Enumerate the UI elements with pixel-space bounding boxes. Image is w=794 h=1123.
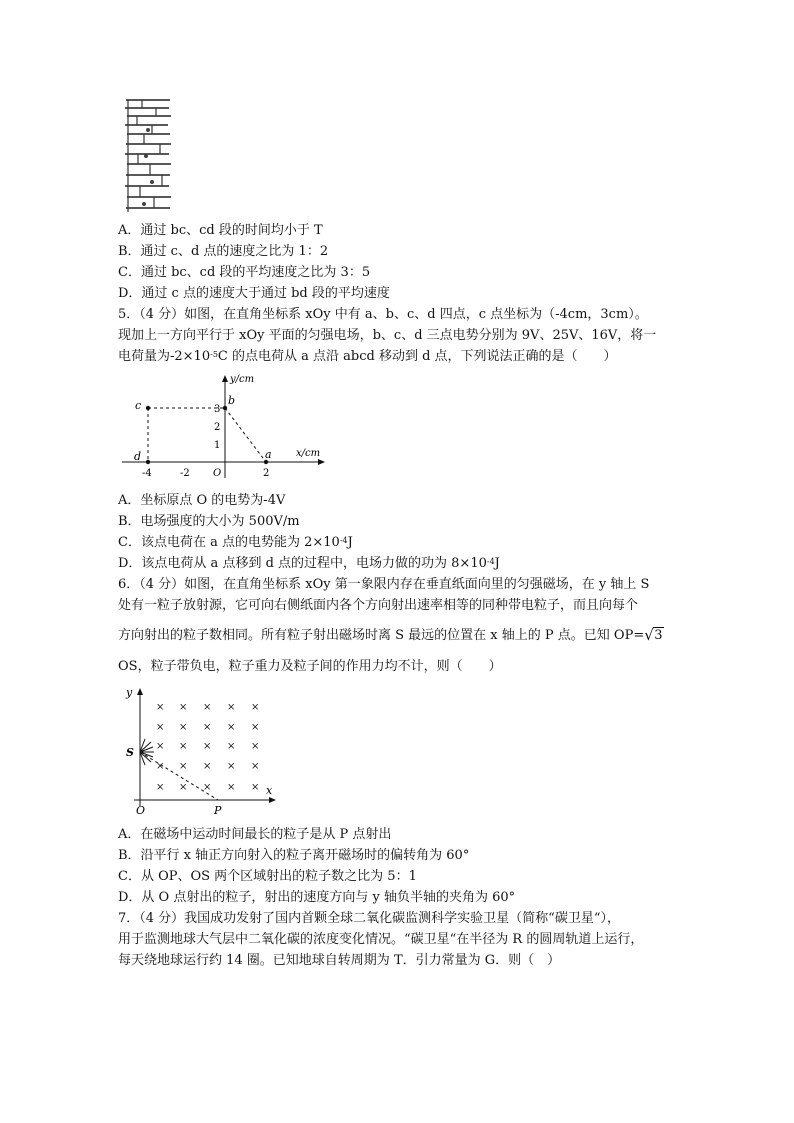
q4-option-d: D．通过 c 点的速度大于通过 bd 段的平均速度 xyxy=(118,286,390,301)
svg-text:×: × xyxy=(179,741,188,752)
q5-dashed-ba xyxy=(225,408,266,462)
svg-text:×: × xyxy=(179,761,188,772)
svg-text:×: × xyxy=(156,722,165,733)
q6-source-rays xyxy=(140,739,154,765)
q5-option-b: B．电场强度的大小为 500V/m xyxy=(118,514,300,529)
svg-text:×: × xyxy=(227,702,236,713)
q5-point-d xyxy=(146,460,150,464)
q5-label-c: c xyxy=(135,399,142,412)
q5-option-d xyxy=(118,555,500,573)
q5-option-c-unit: J xyxy=(347,535,353,550)
q6-option-c: C．从 OP、OS 两个区域射出的粒子数之比为 5：1 xyxy=(118,869,417,884)
svg-text:×: × xyxy=(203,722,212,733)
q5-stem-line3 xyxy=(118,348,617,366)
q5-y-label: y/cm xyxy=(230,374,255,385)
q6-stem-line3 xyxy=(118,627,664,645)
q5-option-d-exponent: -4 xyxy=(486,557,495,566)
q5-point-b xyxy=(223,406,227,410)
q5-option-d-text: D．该点电荷从 a 点移到 d 点的过程中，电场力做的功为 8×10 xyxy=(118,556,487,571)
q5-y-tick-1: 1 xyxy=(214,440,221,451)
q7-stem-line1: 7．（4 分）我国成功发射了国内首颗全球二氧化碳监测科学实验卫星（简称“碳卫星“）， xyxy=(118,911,620,926)
svg-text:×: × xyxy=(203,782,212,793)
svg-text:×: × xyxy=(227,722,236,733)
svg-text:×: × xyxy=(227,782,236,793)
q6-option-b: B．沿平行 x 轴正方向射入的粒子离开磁场时的偏转角为 60° xyxy=(118,848,470,863)
q5-x-tick-neg4: -4 xyxy=(142,468,152,479)
q5-stem-line2: 现加上一方向平行于 xOy 平面的匀强电场，b、c、d 三点电势分别为 9V、25V、16V，将一 xyxy=(118,328,657,343)
q4-option-a: A．通过 bc、cd 段的时间均小于 T xyxy=(118,223,323,238)
q5-option-d-unit: J xyxy=(494,556,500,571)
q6-field-crosses xyxy=(156,702,259,793)
svg-text:×: × xyxy=(251,722,260,733)
q6-option-a: A．在磁场中运动时间最长的粒子是从 P 点射出 xyxy=(118,827,392,842)
svg-text:×: × xyxy=(156,702,165,713)
q5-x-arrow xyxy=(318,459,325,465)
q6-x-label: x xyxy=(266,784,273,797)
q5-stem-line3-b: C 的点电荷从 a 点沿 abcd 移动到 d 点，下列说法正确的是（ ） xyxy=(217,349,617,364)
q5-label-a: a xyxy=(265,448,272,461)
svg-text:×: × xyxy=(179,782,188,793)
q6-option-d: D．从 O 点射出的粒子，射出的速度方向与 y 轴负半轴的夹角为 60° xyxy=(118,890,516,905)
svg-text:×: × xyxy=(203,761,212,772)
q4-option-b: B．通过 c、d 点的速度之比为 1：2 xyxy=(118,244,329,259)
q6-y-arrow xyxy=(137,688,143,695)
q4-option-c: C．通过 bc、cd 段的平均速度之比为 3：5 xyxy=(118,265,371,280)
q5-label-d: d xyxy=(134,450,142,463)
q6-x-arrow xyxy=(269,797,276,803)
q5-stem-exponent: -5 xyxy=(210,350,218,359)
q6-magnetic-field-figure xyxy=(118,684,283,816)
svg-text:×: × xyxy=(251,782,260,793)
q5-x-tick-2: 2 xyxy=(263,468,270,479)
svg-text:×: × xyxy=(227,741,236,752)
svg-text:×: × xyxy=(156,741,165,752)
q5-stem-line1: 5．（4 分）如图，在直角坐标系 xOy 中有 a、b、c、d 四点，c 点坐标为（-4cm，3cm）。 xyxy=(118,307,648,322)
q6-origin-label: O xyxy=(136,804,146,816)
svg-text:×: × xyxy=(179,722,188,733)
q7-stem-line3: 每天绕地球运行约 14 圈。已知地球自转周期为 T．引力常量为 G．则（ ） xyxy=(118,953,561,968)
q6-p-label: P xyxy=(214,804,222,816)
q5-point-c xyxy=(146,406,150,410)
svg-text:×: × xyxy=(251,741,260,752)
q5-y-arrow xyxy=(222,375,228,382)
svg-text:×: × xyxy=(227,761,236,772)
svg-text:×: × xyxy=(251,702,260,713)
svg-text:×: × xyxy=(203,702,212,713)
q5-origin-label: O xyxy=(213,468,222,479)
q5-x-label: x/cm xyxy=(296,448,321,459)
q5-option-c-exponent: -4 xyxy=(339,536,348,545)
q6-stem-line3-text: 方向射出的粒子数相同。所有粒子射出磁场时离 S 最远的位置在 x 轴上的 P 点。已知 OP= xyxy=(118,628,645,643)
q5-label-b: b xyxy=(228,394,236,407)
q5-y-tick-3: 3 xyxy=(214,404,221,415)
q5-y-tick-2: 2 xyxy=(214,422,221,433)
svg-text:×: × xyxy=(156,761,165,772)
q6-stem-line1: 6．（4 分）如图，在直角坐标系 xOy 第一象限内存在垂直纸面向里的匀强磁场，在 y 轴上 S xyxy=(118,577,650,592)
q6-y-label: y xyxy=(126,686,133,699)
svg-text:×: × xyxy=(179,702,188,713)
q6-stem-line4: OS，粒子带负电，粒子重力及粒子间的作用力均不计，则（ ） xyxy=(118,659,502,674)
q6-stem-line2: 处有一粒子放射源，它可向右侧纸面内各个方向射出速率相等的同种带电粒子，而且向每个 xyxy=(118,598,639,613)
q6-sqrt-arg: 3 xyxy=(654,628,663,643)
q5-x-tick-neg2: -2 xyxy=(180,468,190,479)
q5-option-c xyxy=(118,534,353,552)
q6-s-label: S xyxy=(126,746,134,759)
q5-coordinate-figure xyxy=(118,372,348,484)
q6-sqrt-expression: √ 3 xyxy=(644,626,663,644)
q5-option-a: A．坐标原点 O 的电势为-4V xyxy=(118,493,286,508)
svg-text:×: × xyxy=(203,741,212,752)
q5-option-c-text: C．该点电荷在 a 点的电势能为 2×10 xyxy=(118,535,340,550)
svg-text:×: × xyxy=(156,782,165,793)
q5-stem-line3-a: 电荷量为-2×10 xyxy=(118,349,211,364)
q4-strobe-figure xyxy=(122,96,174,216)
svg-text:×: × xyxy=(251,761,260,772)
q7-stem-line2: 用于监测地球大气层中二氧化碳的浓度变化情况。“碳卫星“在半径为 R 的圆周轨道上运行， xyxy=(118,932,644,947)
